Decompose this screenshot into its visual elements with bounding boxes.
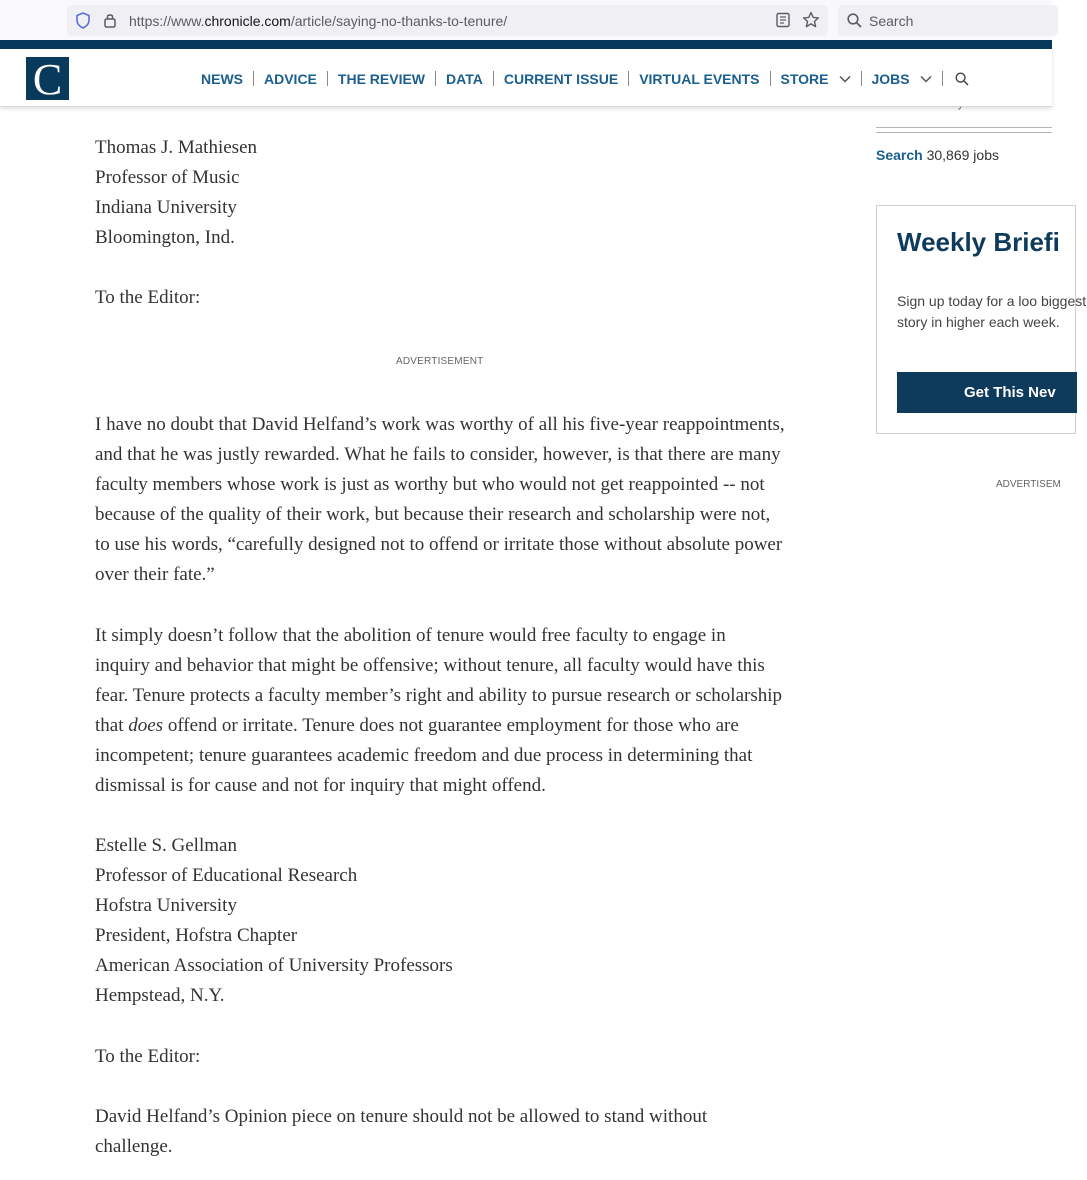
nav-divider [770,71,771,86]
paragraph-text: It simply doesn’t follow that the abolition of tenure would free faculty to engage in inquiry and behavior that might be offensive; without tenure, all faculty would have this fear. Tenure protects a faculty member’s right and ability to pursue research or scholarship that [95,625,783,736]
signature-line: American Association of University Professors [95,955,453,976]
divider [876,127,1052,128]
paragraph-text: offend or irritate. Tenure does not guarantee employment for those who are incompetent; tenure guarantees academic freedom and due process in determining that dismissal is for cause and not for inquiry that might offend. [95,715,753,796]
shield-icon[interactable] [75,12,91,29]
newsletter-card [876,205,1087,434]
nav-store-label: STORE [780,70,829,87]
nav-divider [435,71,436,86]
chevron-down-icon[interactable] [839,75,851,83]
logo-letter: C [32,55,63,104]
signature-gellman [95,831,785,1011]
site-header [0,49,1052,107]
signature-line: Professor of Educational Research [95,865,358,886]
signature-line: Estelle S. Gellman [95,835,237,856]
emphasis-text: does [128,715,164,736]
letter-paragraph: David Helfand’s Opinion piece on tenure should not be allowed to stand without challenge. [95,1106,708,1157]
nav-divider [253,71,254,86]
newsletter-description: Sign up today for a loo biggest story in higher each week. [897,293,1087,330]
chronicle-logo[interactable] [26,55,69,104]
signature-line: Hofstra University [95,895,237,916]
signature-line: Thomas J. Mathiesen [95,137,258,158]
browser-toolbar [0,0,1052,40]
letter-paragraph: I have no doubt that David Helfand’s work was worthy of all his five-year reappointments, and that he was justly rewarded. What he fails to consider, however, is that there are many faculty members whose work is just as worthy but who would not get reappointed -- not because of the quality of their work, but because their research and scholarship were not, to use his words, “carefully designed not to offend or irritate those without absolute power over their fate.” [95,414,785,585]
newsletter-title: Weekly Briefi [897,227,1060,257]
signature-line: President, Hofstra Chapter [95,925,298,946]
signature-line: Bloomington, Ind. [95,227,235,248]
jobs-count: 30,869 jobs [926,147,999,163]
url-text[interactable]: https://www.chronicle.com/article/saying-no-thanks-to-tenure/ [129,13,508,29]
jobs-search [876,147,999,163]
letter-paragraph [95,621,785,801]
signature-mathiesen [95,133,785,253]
nav-virtual-events[interactable]: VIRTUAL EVENTS [639,70,760,87]
nav-divider [628,71,629,86]
signature-line: Professor of Music [95,167,240,188]
nav-data[interactable]: DATA [446,70,483,87]
search-icon [847,13,862,28]
main-nav [201,70,969,87]
salutation: To the Editor: [95,1046,201,1067]
reader-view-icon[interactable] [775,12,791,28]
nav-the-review[interactable]: THE REVIEW [337,70,426,87]
nav-news[interactable]: NEWS [201,70,243,87]
advertisement-label: ADVERTISEMENT [396,356,484,367]
address-bar[interactable] [67,5,828,36]
nav-current-issue[interactable]: CURRENT ISSUE [503,70,619,87]
bookmark-star-icon[interactable] [802,11,820,29]
advertisement-label: ADVERTISEM [996,479,1061,490]
browser-search-placeholder: Search [869,13,914,29]
nav-divider [861,71,862,86]
site-search-icon[interactable] [955,72,969,86]
salutation: To the Editor: [95,287,201,308]
newsletter-signup-button[interactable]: Get This Nev [897,372,1077,413]
lock-icon[interactable] [103,12,117,28]
signature-line: Indiana University [95,197,237,218]
nav-jobs-label: JOBS [871,70,910,87]
divider [876,132,1052,133]
signature-line: Hempstead, N.Y. [95,985,225,1006]
browser-search-field[interactable] [838,5,1058,36]
nav-jobs[interactable] [872,71,932,87]
jobs-search-link[interactable]: Search [876,147,923,163]
nav-divider [327,71,328,86]
nav-divider [493,71,494,86]
nav-advice[interactable]: ADVICE [264,70,317,87]
nav-store[interactable] [781,71,851,87]
chevron-down-icon[interactable] [920,75,932,83]
site-top-strip [0,40,1052,49]
nav-divider [942,71,943,86]
